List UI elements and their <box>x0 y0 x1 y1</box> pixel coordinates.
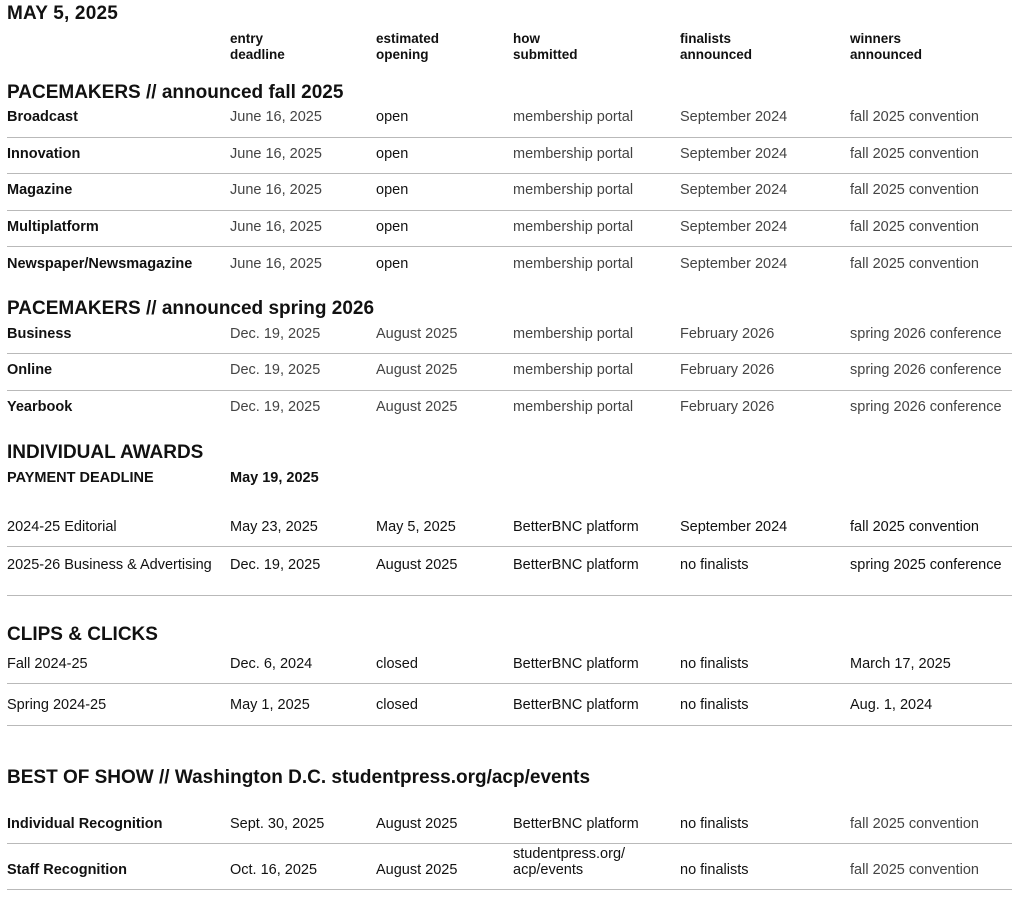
section-title-best-of-show: BEST OF SHOW // Washington D.C. studentpress.org/acp/events <box>7 767 591 788</box>
winners-announced: spring 2026 conference <box>850 362 1002 378</box>
column-header-line: winners <box>850 31 902 46</box>
row-name: 2024-25 Editorial <box>7 519 117 535</box>
estimated-opening: August 2025 <box>376 326 458 342</box>
row-divider <box>7 546 1012 547</box>
row-divider <box>7 353 1012 354</box>
row-divider <box>7 173 1012 174</box>
column-header-estimated-opening <box>376 31 439 63</box>
row-name: Broadcast <box>7 109 78 125</box>
column-header-finalists-announced <box>680 31 752 63</box>
finalists-announced: September 2024 <box>680 256 788 272</box>
estimated-opening: open <box>376 219 409 235</box>
finalists-announced: February 2026 <box>680 399 775 415</box>
section-title-clips-clicks: CLIPS & CLICKS <box>7 624 158 645</box>
entry-deadline: June 16, 2025 <box>230 182 322 198</box>
winners-announced: fall 2025 convention <box>850 219 979 235</box>
how-submitted: membership portal <box>513 326 634 342</box>
how-submitted: BetterBNC platform <box>513 519 639 535</box>
winners-announced: fall 2025 convention <box>850 816 979 832</box>
row-name: Newspaper/Newsmagazine <box>7 256 193 272</box>
entry-deadline: Dec. 6, 2024 <box>230 656 313 672</box>
row-divider <box>7 843 1012 844</box>
finalists-announced: September 2024 <box>680 182 788 198</box>
row-name: Online <box>7 362 53 378</box>
column-header-line: announced <box>680 47 753 62</box>
row-name: Fall 2024-25 <box>7 656 88 672</box>
column-header-line: deadline <box>230 47 285 62</box>
entry-deadline: June 16, 2025 <box>230 146 322 162</box>
entry-deadline: June 16, 2025 <box>230 109 322 125</box>
entry-deadline: Dec. 19, 2025 <box>230 326 321 342</box>
how-submitted: membership portal <box>513 182 634 198</box>
estimated-opening: closed <box>376 656 418 672</box>
finalists-announced: September 2024 <box>680 146 788 162</box>
estimated-opening: open <box>376 256 409 272</box>
column-header-entry-deadline <box>230 31 285 63</box>
winners-announced: spring 2025 conference <box>850 557 1002 573</box>
entry-deadline: May 1, 2025 <box>230 697 310 713</box>
row-divider <box>7 725 1012 726</box>
finalists-announced: no finalists <box>680 656 749 672</box>
estimated-opening: open <box>376 182 409 198</box>
how-submitted-line: studentpress.org/ <box>513 846 626 862</box>
how-submitted: membership portal <box>513 256 634 272</box>
section-title-individual-awards: INDIVIDUAL AWARDS <box>7 442 204 463</box>
estimated-opening: August 2025 <box>376 362 458 378</box>
finalists-announced: no finalists <box>680 557 749 573</box>
column-header-line: submitted <box>513 47 578 62</box>
estimated-opening: August 2025 <box>376 862 458 878</box>
winners-announced: fall 2025 convention <box>850 146 979 162</box>
column-header-line: estimated <box>376 31 440 46</box>
payment-deadline-label: PAYMENT DEADLINE <box>7 470 154 486</box>
row-divider <box>7 246 1012 247</box>
column-header-winners-announced <box>850 31 922 63</box>
entry-deadline: Dec. 19, 2025 <box>230 362 321 378</box>
winners-announced: fall 2025 convention <box>850 519 979 535</box>
row-name: Innovation <box>7 146 81 162</box>
row-name: Multiplatform <box>7 219 99 235</box>
payment-deadline-value: May 19, 2025 <box>230 470 319 486</box>
entry-deadline: June 16, 2025 <box>230 219 322 235</box>
row-divider <box>7 137 1012 138</box>
row-name: Yearbook <box>7 399 73 415</box>
estimated-opening: open <box>376 146 409 162</box>
finalists-announced: September 2024 <box>680 519 788 535</box>
row-name: Business <box>7 326 72 342</box>
how-submitted: membership portal <box>513 219 634 235</box>
how-submitted: BetterBNC platform <box>513 816 639 832</box>
winners-announced: fall 2025 convention <box>850 109 979 125</box>
winners-announced: spring 2026 conference <box>850 399 1002 415</box>
estimated-opening: May 5, 2025 <box>376 519 456 535</box>
winners-announced: March 17, 2025 <box>850 656 951 672</box>
column-header-line: entry <box>230 31 264 46</box>
finalists-announced: September 2024 <box>680 109 788 125</box>
winners-announced: spring 2026 conference <box>850 326 1002 342</box>
how-submitted: BetterBNC platform <box>513 557 639 573</box>
row-divider <box>7 683 1012 684</box>
column-header-how-submitted <box>513 31 578 63</box>
finalists-announced: no finalists <box>680 862 749 878</box>
column-header-line: announced <box>850 47 923 62</box>
winners-announced: fall 2025 convention <box>850 862 979 878</box>
estimated-opening: open <box>376 109 409 125</box>
section-title-pacemakers-spring: PACEMAKERS // announced spring 2026 <box>7 298 375 319</box>
winners-announced: fall 2025 convention <box>850 182 979 198</box>
estimated-opening: August 2025 <box>376 816 458 832</box>
row-divider <box>7 889 1012 890</box>
estimated-opening: August 2025 <box>376 399 458 415</box>
how-submitted: BetterBNC platform <box>513 656 639 672</box>
finalists-announced: February 2026 <box>680 326 775 342</box>
how-submitted <box>513 846 625 878</box>
how-submitted-line: acp/events <box>513 862 584 878</box>
column-header-line: finalists <box>680 31 732 46</box>
finalists-announced: September 2024 <box>680 219 788 235</box>
column-header-line: opening <box>376 47 429 62</box>
entry-deadline: Oct. 16, 2025 <box>230 862 318 878</box>
how-submitted: membership portal <box>513 399 634 415</box>
winners-announced: Aug. 1, 2024 <box>850 697 933 713</box>
page-title: MAY 5, 2025 <box>7 3 119 24</box>
winners-announced: fall 2025 convention <box>850 256 979 272</box>
estimated-opening: August 2025 <box>376 557 458 573</box>
entry-deadline: May 23, 2025 <box>230 519 318 535</box>
entry-deadline: Dec. 19, 2025 <box>230 557 321 573</box>
row-name: Individual Recognition <box>7 816 163 832</box>
how-submitted: BetterBNC platform <box>513 697 639 713</box>
entry-deadline: Sept. 30, 2025 <box>230 816 325 832</box>
row-name: Staff Recognition <box>7 862 128 878</box>
row-divider <box>7 210 1012 211</box>
how-submitted: membership portal <box>513 109 634 125</box>
row-name: Spring 2024-25 <box>7 697 107 713</box>
finalists-announced: no finalists <box>680 697 749 713</box>
how-submitted: membership portal <box>513 362 634 378</box>
row-name: 2025-26 Business & Advertising <box>7 557 212 573</box>
row-name: Magazine <box>7 182 73 198</box>
row-divider <box>7 390 1012 391</box>
section-title-pacemakers-fall: PACEMAKERS // announced fall 2025 <box>7 82 344 103</box>
finalists-announced: February 2026 <box>680 362 775 378</box>
finalists-announced: no finalists <box>680 816 749 832</box>
column-header-line: how <box>513 31 540 46</box>
entry-deadline: Dec. 19, 2025 <box>230 399 321 415</box>
how-submitted: membership portal <box>513 146 634 162</box>
estimated-opening: closed <box>376 697 418 713</box>
entry-deadline: June 16, 2025 <box>230 256 322 272</box>
row-divider <box>7 595 1012 596</box>
